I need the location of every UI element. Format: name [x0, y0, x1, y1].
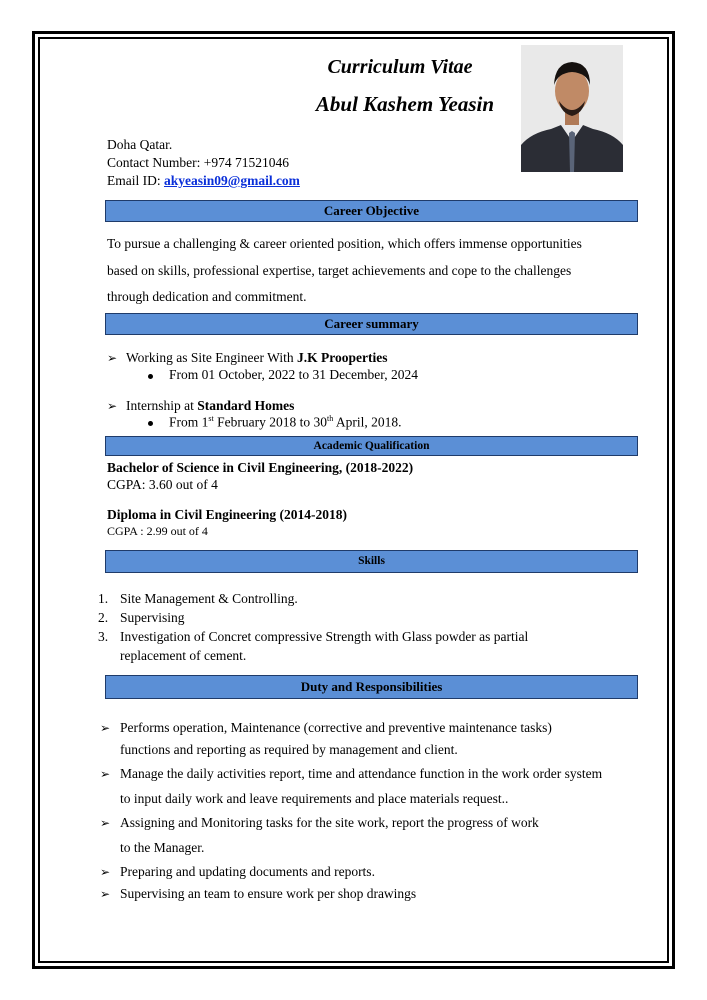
document-title: Curriculum Vitae	[327, 56, 473, 78]
dot-bullet-icon	[148, 374, 153, 379]
email-label: Email ID:	[107, 173, 164, 188]
summary-item-1-org: J.K Prooperties	[296, 350, 388, 365]
duty-item-1-cont: functions and reporting as required by management and client.	[120, 742, 458, 757]
skill-num-1: 1.	[98, 591, 109, 606]
section-heading-skills: Skills	[105, 550, 638, 573]
contact-location: Doha Qatar.	[107, 137, 173, 152]
detail-part-a: From 1	[169, 414, 209, 430]
arrow-bullet-icon: ➢	[100, 887, 111, 901]
duty-item-1: Performs operation, Maintenance (corrective and preventive maintenance tasks)	[120, 720, 552, 735]
arrow-bullet-icon: ➢	[100, 721, 111, 735]
phone-number: +974 71521046	[203, 155, 289, 170]
academic-grade-2: CGPA : 2.99 out of 4	[107, 524, 208, 538]
phone-label: Contact Number:	[107, 155, 204, 170]
duty-item-2-cont: to input daily work and leave requirements and place materials request..	[120, 791, 509, 806]
detail-sup-a: st	[208, 414, 214, 423]
duty-item-3-cont: to the Manager.	[120, 840, 205, 855]
arrow-bullet-icon: ➢	[100, 865, 111, 879]
summary-item-1-prefix: Working as Site Engineer With	[126, 350, 297, 365]
skill-num-3: 3.	[98, 629, 109, 644]
arrow-bullet-icon: ➢	[100, 767, 111, 781]
section-heading-academic: Academic Qualification	[105, 436, 638, 456]
objective-line-1: To pursue a challenging & career oriented position, which offers immense opportunities	[107, 236, 582, 251]
arrow-bullet-icon: ➢	[107, 351, 118, 365]
candidate-name: Abul Kashem Yeasin	[315, 92, 495, 116]
skill-num-2: 2.	[98, 610, 109, 625]
section-heading-career-objective: Career Objective	[105, 200, 638, 222]
arrow-bullet-icon: ➢	[100, 816, 111, 830]
skill-item-3: Investigation of Concret compressive Strength with Glass powder as partial	[120, 629, 529, 644]
objective-line-3: through dedication and commitment.	[107, 289, 307, 304]
email-link[interactable]: akyeasin09@gmail.com	[164, 173, 300, 188]
contact-email-line	[107, 173, 300, 189]
summary-item-2-detail	[169, 414, 401, 431]
academic-grade-1: CGPA: 3.60 out of 4	[107, 477, 218, 492]
profile-photo	[521, 45, 623, 172]
summary-item-1	[126, 350, 387, 366]
duty-item-2: Manage the daily activities report, time and attendance function in the work order system	[120, 766, 603, 781]
objective-line-2: based on skills, professional expertise, target achievements and cope to the challenges	[107, 263, 572, 278]
summary-item-2-org: Standard Homes	[197, 398, 295, 413]
contact-phone-line	[107, 155, 289, 171]
detail-part-b: February 2018 to 30	[213, 414, 327, 430]
skill-item-1: Site Management & Controlling.	[120, 591, 298, 606]
duty-item-4: Preparing and updating documents and reports.	[120, 864, 375, 879]
duty-item-3: Assigning and Monitoring tasks for the site work, report the progress of work	[120, 815, 539, 830]
academic-degree-2: Diploma in Civil Engineering (2014-2018)	[107, 507, 348, 522]
detail-part-c: April, 2018.	[333, 414, 402, 430]
skill-item-3-cont: replacement of cement.	[120, 648, 247, 663]
academic-degree-1: Bachelor of Science in Civil Engineering, (2018-2022)	[107, 460, 414, 475]
skill-item-2: Supervising	[120, 610, 185, 625]
summary-item-1-detail: From 01 October, 2022 to 31 December, 2024	[169, 367, 418, 382]
duty-item-5: Supervising an team to ensure work per shop drawings	[120, 886, 417, 901]
section-heading-career-summary: Career summary	[105, 313, 638, 335]
summary-item-2	[126, 398, 294, 414]
section-heading-duties: Duty and Responsibilities	[105, 675, 638, 699]
arrow-bullet-icon: ➢	[107, 399, 118, 413]
detail-sup-b: th	[326, 414, 334, 423]
summary-item-2-prefix: Internship at	[126, 398, 198, 413]
dot-bullet-icon	[148, 421, 153, 426]
